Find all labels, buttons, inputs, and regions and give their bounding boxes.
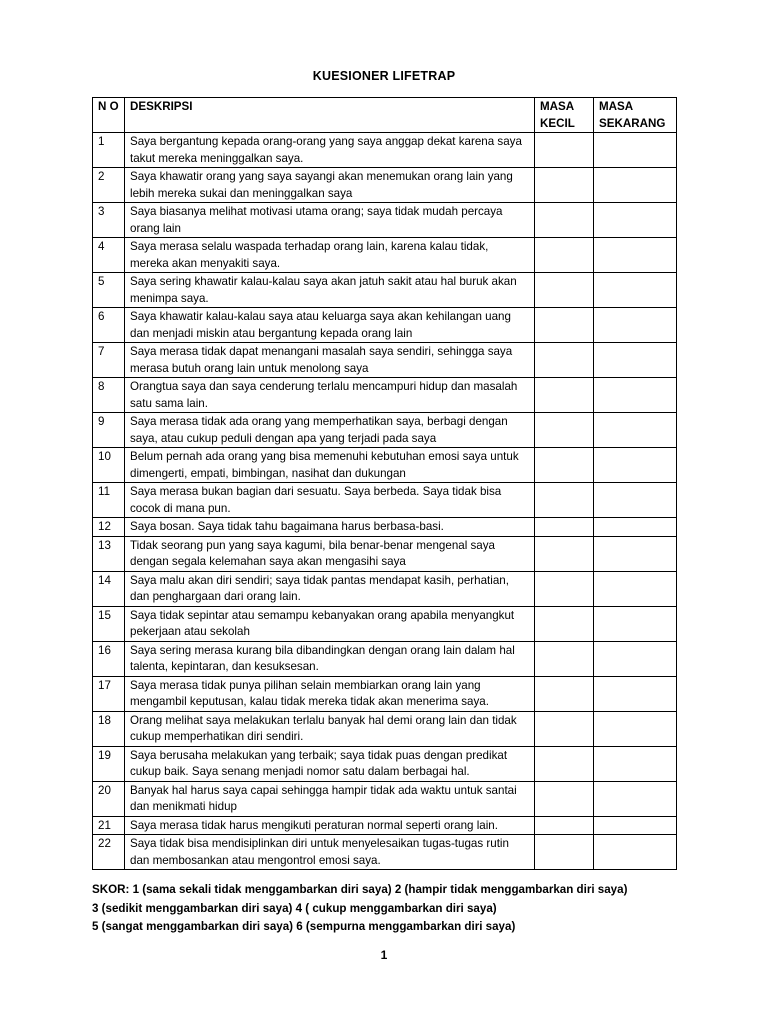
masa-kecil-cell[interactable] — [535, 168, 594, 203]
row-description: Saya merasa tidak punya pilihan selain membiarkan orang lain yang mengambil keputusan, kalau tidak mereka tidak akan menerima saya. — [125, 676, 535, 711]
row-number: 6 — [93, 308, 125, 343]
table-row — [93, 781, 677, 816]
row-description: Orangtua saya dan saya cenderung terlalu mencampuri hidup dan masalah satu sama lain. — [125, 378, 535, 413]
score-line: SKOR: 1 (sama sekali tidak menggambarkan diri saya) 2 (hampir tidak menggambarkan diri saya) — [92, 883, 628, 896]
row-number: 17 — [93, 676, 125, 711]
header-masa-sekarang: MASA SEKARANG — [594, 98, 677, 133]
row-number: 22 — [93, 835, 125, 870]
row-description: Belum pernah ada orang yang bisa memenuhi kebutuhan emosi saya untuk dimengerti, empati, bimbingan, nasihat dan dukungan — [125, 448, 535, 483]
row-description: Saya merasa bukan bagian dari sesuatu. Saya berbeda. Saya tidak bisa cocok di mana pun. — [125, 483, 535, 518]
header-masa-kecil: MASA KECIL — [535, 98, 594, 133]
table-row — [93, 816, 677, 835]
masa-sekarang-cell[interactable] — [594, 816, 677, 835]
table-row — [93, 378, 677, 413]
masa-kecil-cell[interactable] — [535, 641, 594, 676]
masa-kecil-cell[interactable] — [535, 711, 594, 746]
masa-kecil-cell[interactable] — [535, 448, 594, 483]
score-legend — [92, 881, 692, 937]
masa-kecil-cell[interactable] — [535, 413, 594, 448]
masa-kecil-cell[interactable] — [535, 781, 594, 816]
row-number: 15 — [93, 606, 125, 641]
masa-kecil-cell[interactable] — [535, 308, 594, 343]
masa-sekarang-cell[interactable] — [594, 238, 677, 273]
row-description: Saya tidak bisa mendisiplinkan diri untuk menyelesaikan tugas-tugas rutin dan membosankan atau mengontrol emosi saya. — [125, 835, 535, 870]
masa-sekarang-cell[interactable] — [594, 746, 677, 781]
table-row — [93, 413, 677, 448]
masa-sekarang-cell[interactable] — [594, 835, 677, 870]
row-description: Saya sering khawatir kalau-kalau saya akan jatuh sakit atau hal buruk akan menimpa saya. — [125, 273, 535, 308]
masa-kecil-cell[interactable] — [535, 606, 594, 641]
masa-sekarang-cell[interactable] — [594, 133, 677, 168]
masa-kecil-cell[interactable] — [535, 518, 594, 537]
masa-kecil-cell[interactable] — [535, 676, 594, 711]
row-description: Saya merasa tidak ada orang yang memperhatikan saya, berbagi dengan saya, atau cukup peduli dengan apa yang terjadi pada saya — [125, 413, 535, 448]
table-row — [93, 273, 677, 308]
table-row — [93, 168, 677, 203]
table-row — [93, 571, 677, 606]
masa-sekarang-cell[interactable] — [594, 711, 677, 746]
table-row — [93, 203, 677, 238]
table-row — [93, 448, 677, 483]
row-number: 16 — [93, 641, 125, 676]
row-description: Saya merasa selalu waspada terhadap orang lain, karena kalau tidak, mereka akan menyakiti saya. — [125, 238, 535, 273]
masa-sekarang-cell[interactable] — [594, 203, 677, 238]
row-description: Saya khawatir orang yang saya sayangi akan menemukan orang lain yang lebih mereka sukai dan meninggalkan saya — [125, 168, 535, 203]
row-number: 21 — [93, 816, 125, 835]
masa-sekarang-cell[interactable] — [594, 483, 677, 518]
row-description: Saya berusaha melakukan yang terbaik; saya tidak puas dengan predikat cukup baik. Saya senang menjadi nomor satu dalam berbagai hal. — [125, 746, 535, 781]
table-row — [93, 711, 677, 746]
row-number: 18 — [93, 711, 125, 746]
masa-sekarang-cell[interactable] — [594, 536, 677, 571]
masa-sekarang-cell[interactable] — [594, 308, 677, 343]
masa-kecil-cell[interactable] — [535, 378, 594, 413]
row-number: 3 — [93, 203, 125, 238]
table-row — [93, 518, 677, 537]
row-number: 4 — [93, 238, 125, 273]
header-no: N O — [93, 98, 125, 133]
row-number: 12 — [93, 518, 125, 537]
row-number: 19 — [93, 746, 125, 781]
table-row — [93, 308, 677, 343]
masa-kecil-cell[interactable] — [535, 536, 594, 571]
masa-sekarang-cell[interactable] — [594, 781, 677, 816]
row-description: Saya bergantung kepada orang-orang yang saya anggap dekat karena saya takut mereka meninggalkan saya. — [125, 133, 535, 168]
row-number: 2 — [93, 168, 125, 203]
row-number: 20 — [93, 781, 125, 816]
masa-kecil-cell[interactable] — [535, 571, 594, 606]
masa-sekarang-cell[interactable] — [594, 606, 677, 641]
score-line: 5 (sangat menggambarkan diri saya) 6 (sempurna menggambarkan diri saya) — [92, 920, 516, 933]
questionnaire-table — [92, 97, 677, 870]
masa-kecil-cell[interactable] — [535, 343, 594, 378]
masa-sekarang-cell[interactable] — [594, 641, 677, 676]
table-header-row — [93, 98, 677, 133]
row-description: Saya sering merasa kurang bila dibandingkan dengan orang lain dalam hal talenta, kepintaran, dan kesuksesan. — [125, 641, 535, 676]
masa-kecil-cell[interactable] — [535, 483, 594, 518]
masa-sekarang-cell[interactable] — [594, 343, 677, 378]
row-description: Saya khawatir kalau-kalau saya atau keluarga saya akan kehilangan uang dan menjadi miskin atau bergantung kepada orang lain — [125, 308, 535, 343]
table-row — [93, 483, 677, 518]
masa-kecil-cell[interactable] — [535, 835, 594, 870]
row-description: Banyak hal harus saya capai sehingga hampir tidak ada waktu untuk santai dan menikmati hidup — [125, 781, 535, 816]
row-number: 1 — [93, 133, 125, 168]
row-description: Saya biasanya melihat motivasi utama orang; saya tidak mudah percaya orang lain — [125, 203, 535, 238]
masa-sekarang-cell[interactable] — [594, 273, 677, 308]
table-row — [93, 641, 677, 676]
masa-kecil-cell[interactable] — [535, 203, 594, 238]
table-row — [93, 606, 677, 641]
table-row — [93, 238, 677, 273]
table-row — [93, 536, 677, 571]
row-number: 11 — [93, 483, 125, 518]
row-number: 13 — [93, 536, 125, 571]
table-row — [93, 746, 677, 781]
masa-kecil-cell[interactable] — [535, 273, 594, 308]
header-description: DESKRIPSI — [125, 98, 535, 133]
row-description: Saya tidak sepintar atau semampu kebanyakan orang apabila menyangkut pekerjaan atau sekolah — [125, 606, 535, 641]
row-description: Orang melihat saya melakukan terlalu banyak hal demi orang lain dan tidak cukup memperhatikan diri sendiri. — [125, 711, 535, 746]
row-description: Saya bosan. Saya tidak tahu bagaimana harus berbasa-basi. — [125, 518, 535, 537]
masa-sekarang-cell[interactable] — [594, 448, 677, 483]
masa-sekarang-cell[interactable] — [594, 168, 677, 203]
masa-kecil-cell[interactable] — [535, 133, 594, 168]
table-row — [93, 343, 677, 378]
score-line: 3 (sedikit menggambarkan diri saya) 4 ( cukup menggambarkan diri saya) — [92, 901, 497, 915]
row-number: 10 — [93, 448, 125, 483]
row-number: 5 — [93, 273, 125, 308]
row-number: 9 — [93, 413, 125, 448]
row-description: Saya merasa tidak dapat menangani masalah saya sendiri, sehingga saya merasa butuh orang lain untuk menolong saya — [125, 343, 535, 378]
table-row — [93, 133, 677, 168]
masa-sekarang-cell[interactable] — [594, 571, 677, 606]
row-description: Tidak seorang pun yang saya kagumi, bila benar-benar mengenal saya dengan segala kelemahan saya akan mengasihi saya — [125, 536, 535, 571]
masa-sekarang-cell[interactable] — [594, 378, 677, 413]
row-description: Saya malu akan diri sendiri; saya tidak pantas mendapat kasih, perhatian, dan penghargaan dari orang lain. — [125, 571, 535, 606]
masa-sekarang-cell[interactable] — [594, 676, 677, 711]
table-body — [93, 133, 677, 870]
masa-kecil-cell[interactable] — [535, 816, 594, 835]
row-number: 7 — [93, 343, 125, 378]
masa-kecil-cell[interactable] — [535, 746, 594, 781]
row-number: 14 — [93, 571, 125, 606]
masa-kecil-cell[interactable] — [535, 238, 594, 273]
table-row — [93, 676, 677, 711]
masa-sekarang-cell[interactable] — [594, 518, 677, 537]
table-row — [93, 835, 677, 870]
page-number: 1 — [380, 948, 388, 962]
row-description: Saya merasa tidak harus mengikuti peraturan normal seperti orang lain. — [125, 816, 535, 835]
row-number: 8 — [93, 378, 125, 413]
page-title: KUESIONER LIFETRAP — [312, 69, 456, 83]
masa-sekarang-cell[interactable] — [594, 413, 677, 448]
